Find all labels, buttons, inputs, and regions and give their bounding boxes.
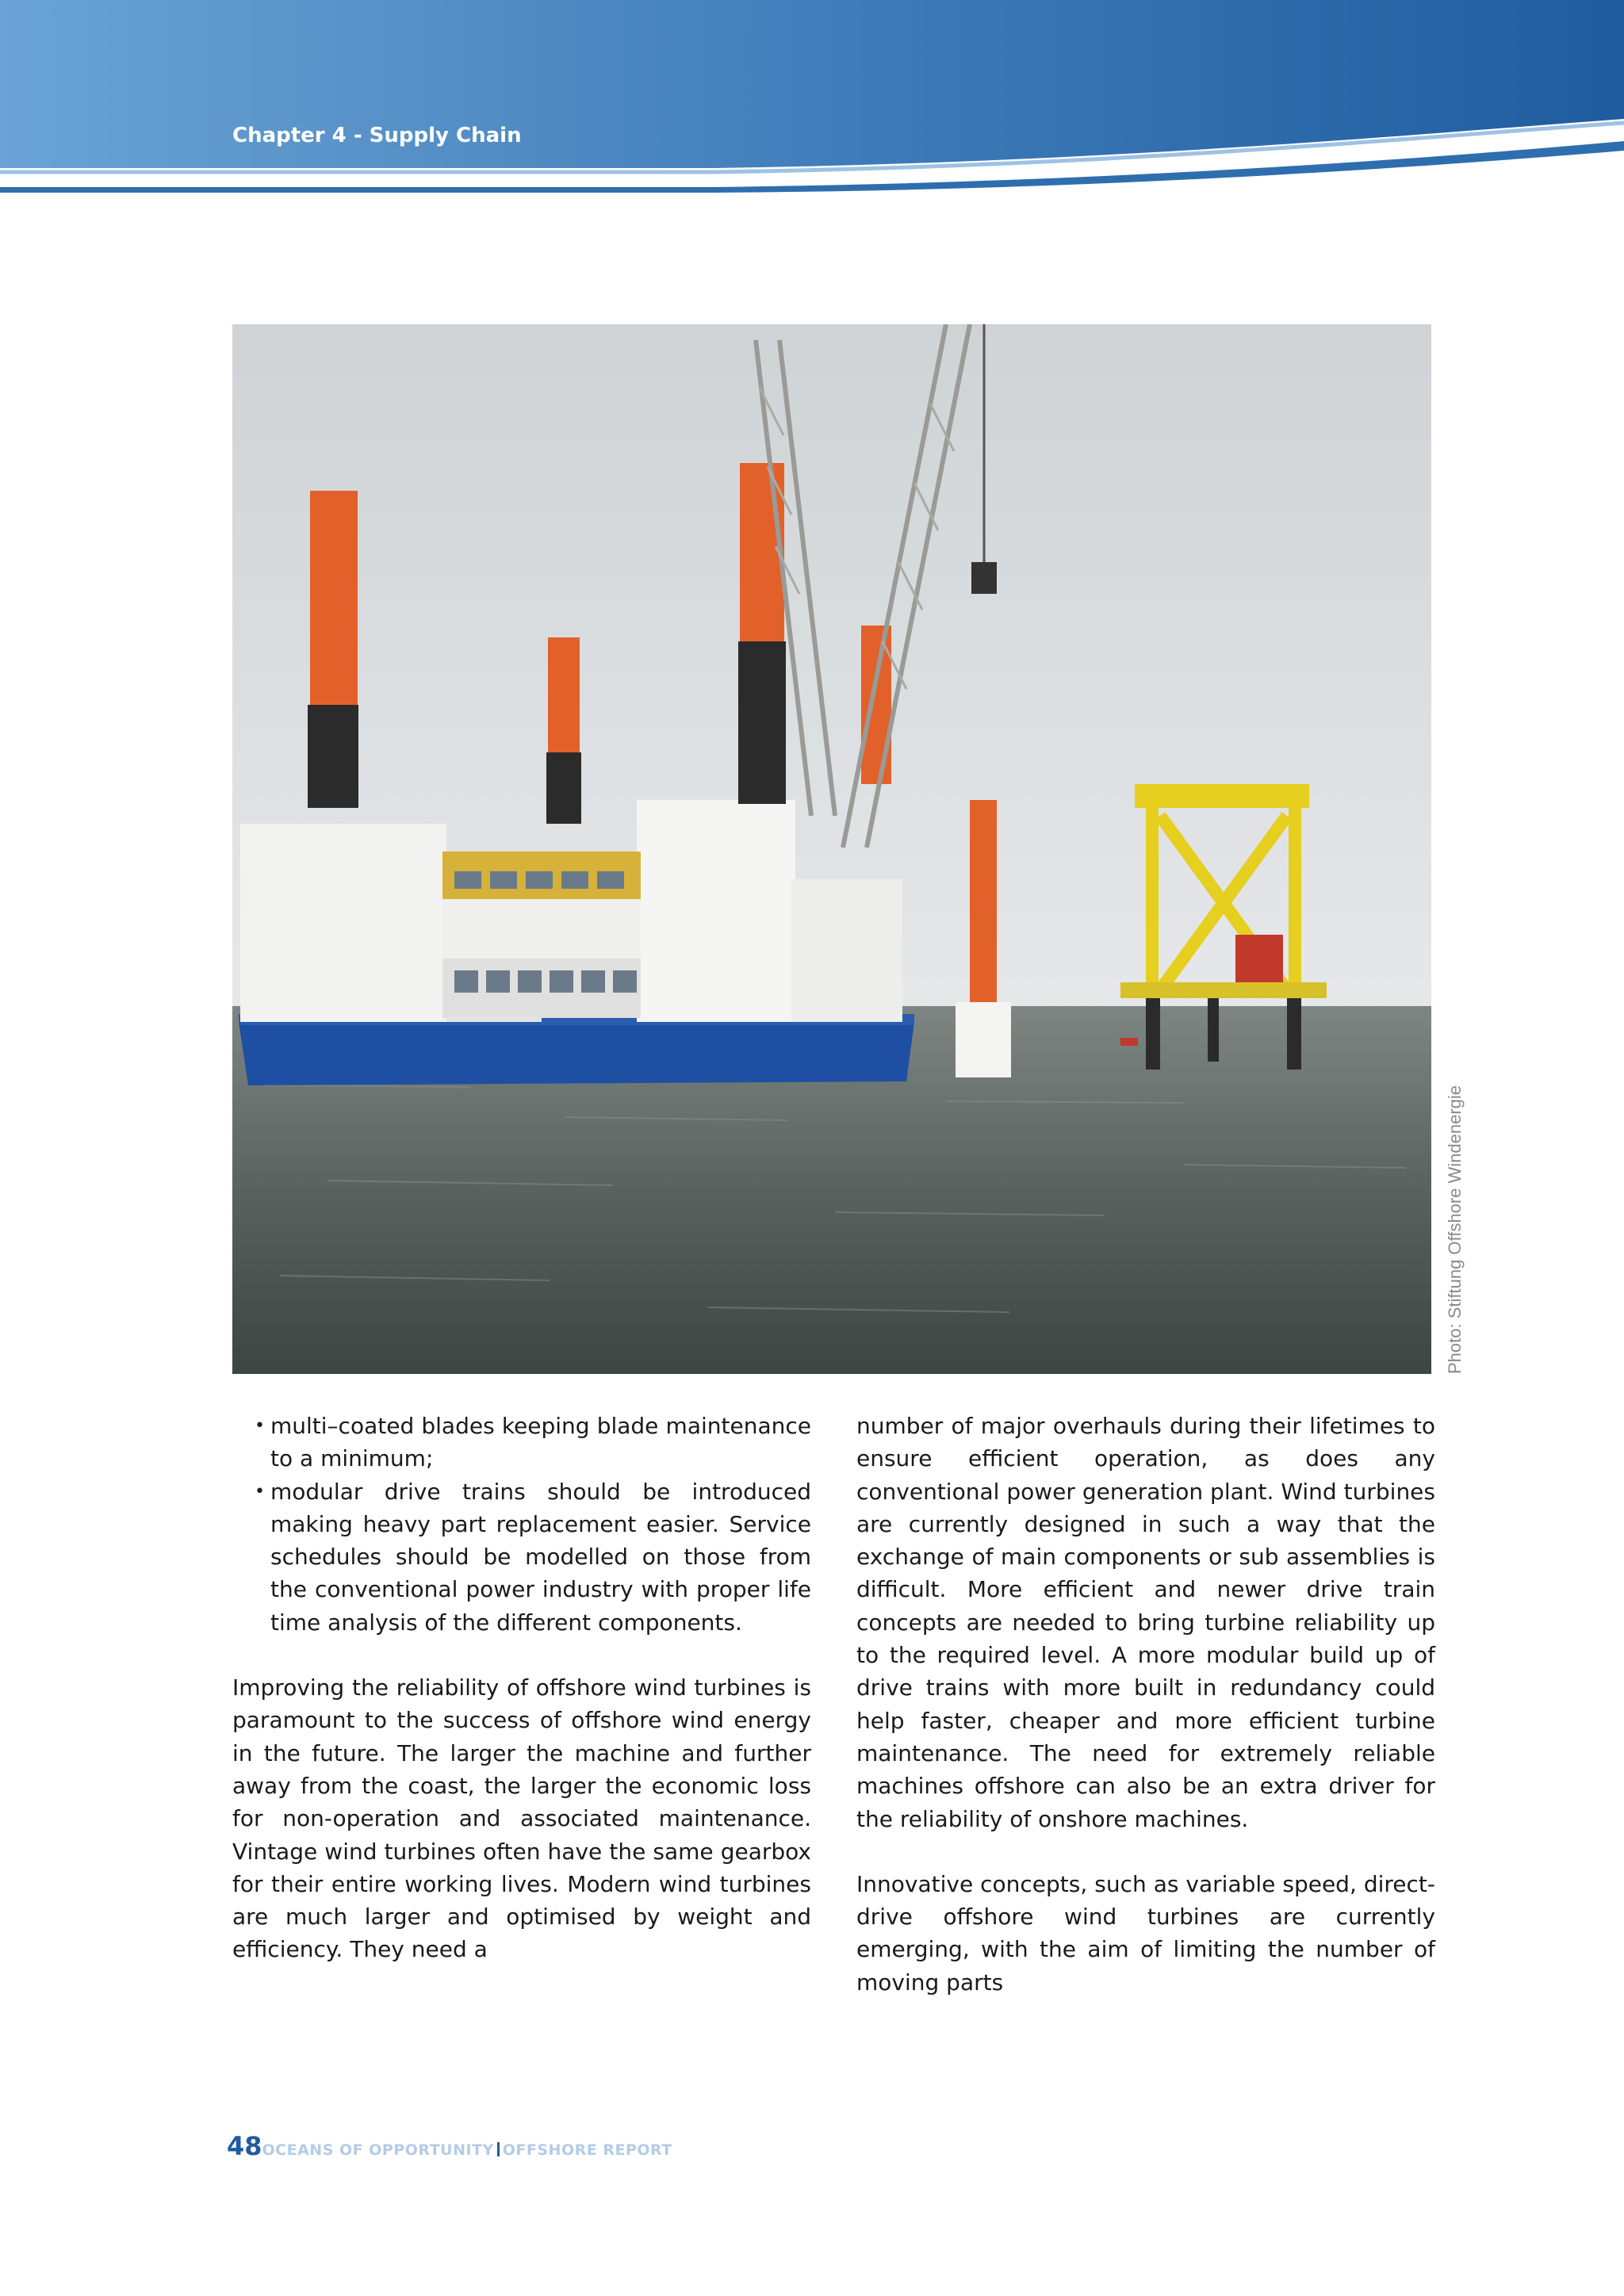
bullet-item: • multi–coated blades keeping blade maintenance to a minimum; — [232, 1410, 811, 1475]
left-column — [232, 1410, 811, 1966]
bullet-list — [232, 1410, 811, 1639]
page-footer — [227, 2131, 672, 2161]
page-number: 48 — [227, 2131, 262, 2161]
chapter-title: Chapter 4 - Supply Chain — [232, 124, 522, 147]
publication-title: OCEANS OF OPPORTUNITY — [262, 2141, 494, 2159]
footer-separator — [497, 2142, 500, 2156]
body-paragraph: number of major overhauls during their lifetimes to ensure efficient operation, as does any conventional power generation plant. Wind turbines are currently designed in such a way that the exchange of main components or sub assemblies is difficult. More efficient and newer drive train concepts are needed to bring turbine reliability up to the required level. A more modular build up of drive trains with more built in redundancy could help faster, cheaper and more efficient turbine maintenance. The need for extremely reliable machines offshore can also be an extra driver for the reliability of onshore machines. — [856, 1413, 1435, 1832]
body-paragraph: Innovative concepts, such as variable speed, direct-drive offshore wind turbines are currently emerging, with the aim of limiting the number of moving parts — [856, 1870, 1435, 1996]
body-paragraph: Improving the reliability of offshore wind turbines is paramount to the success of offshore wind energy in the future. The larger the machine and further away from the coast, the larger the economic loss for non-operation and associated maintenance. Vintage wind turbines often have the same gearbox for their entire working lives. Modern wind turbines are much larger and optimised by weight and efficiency. They need a — [232, 1674, 811, 1963]
photo-credit: Photo: Stiftung Offshore Windenergie — [1445, 1085, 1465, 1374]
right-column — [856, 1410, 1435, 1999]
offshore-installation-photo — [232, 324, 1431, 1374]
page-header — [0, 0, 1624, 206]
header-band — [0, 0, 1624, 206]
report-title: OFFSHORE REPORT — [502, 2141, 672, 2159]
bullet-item: • modular drive trains should be introduced making heavy part replacement easier. Service schedules should be modelled on those from the conventional power industry with proper life time analysis of the different components. — [232, 1475, 811, 1639]
